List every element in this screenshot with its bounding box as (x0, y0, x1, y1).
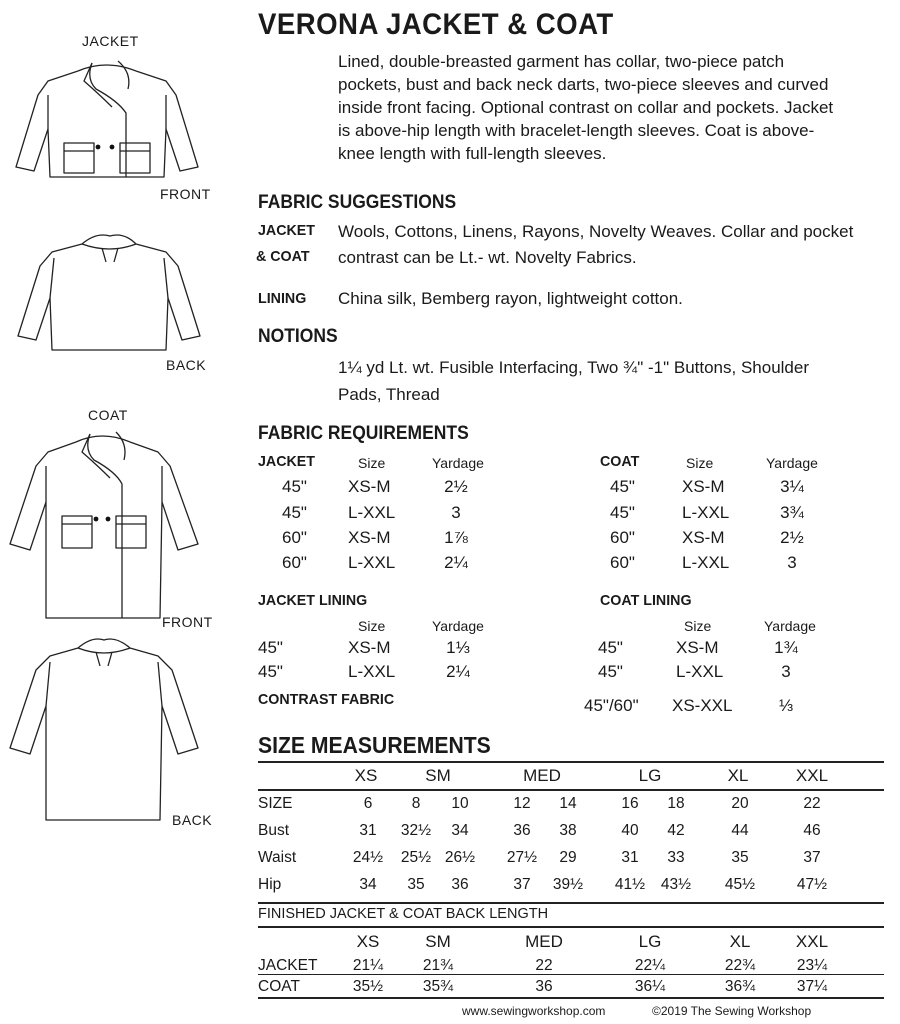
yardage-column-header: Yardage (764, 618, 816, 634)
notions-heading: NOTIONS (258, 326, 338, 347)
table-cell: 26½ (444, 849, 476, 866)
notions-text: 1¼ yd Lt. wt. Fusible Interfacing, Two ¾" -1" Buttons, Shoulder (338, 358, 810, 377)
table-cell: 45" (282, 477, 307, 496)
size-group-header: XXL (795, 766, 829, 785)
row-label: Waist (258, 849, 297, 866)
table-cell: 3¼ (780, 477, 804, 496)
size-group-header: LG (638, 932, 662, 951)
table-cell: 25½ (400, 849, 432, 866)
table-cell: 60" (610, 553, 635, 572)
table-cell: XS-M (682, 528, 725, 547)
footer-copyright: ©2019 The Sewing Workshop (652, 1004, 812, 1018)
table-cell: L-XXL (348, 503, 396, 522)
table-cell: 22¾ (724, 957, 756, 974)
table-cell: XS-M (348, 528, 391, 547)
table-cell: 2¼ (446, 662, 470, 681)
table-cell: XS-M (348, 638, 391, 657)
table-cell: 45" (258, 638, 283, 657)
table-cell: 23¼ (796, 957, 828, 974)
table-cell: 21¼ (352, 957, 384, 974)
table-cell: 36 (535, 978, 553, 995)
table-cell: 45" (598, 638, 623, 657)
table-cell: 3 (451, 503, 461, 522)
jacket-coat-fabric-text: Wools, Cottons, Linens, Rayons, Novelty Weaves. Collar and pocket (338, 222, 854, 241)
table-cell: 33 (667, 849, 685, 866)
page-title: VERONA JACKET & COAT (258, 8, 614, 41)
notions-text: Pads, Thread (338, 385, 440, 404)
table-cell: 34 (359, 876, 377, 893)
size-group-header: XL (727, 766, 749, 785)
table-cell: 18 (667, 795, 685, 812)
size-column-header: Size (358, 455, 386, 471)
size-group-header: SM (425, 932, 451, 951)
table-cell: L-XXL (348, 553, 396, 572)
row-label: SIZE (258, 795, 293, 812)
jacket-front-illustration (8, 55, 208, 185)
table-cell: 60" (282, 553, 307, 572)
description-line: is above-hip length with bracelet-length sleeves. Coat is above- (338, 121, 815, 140)
size-group-header: MED (525, 932, 563, 951)
table-cell: 27½ (506, 849, 538, 866)
table-cell: 36¾ (724, 978, 756, 995)
size-group-header: SM (425, 766, 451, 785)
table-cell: 3¾ (780, 503, 804, 522)
jacket-requirements-label: JACKET (258, 453, 316, 470)
size-measurements-heading: SIZE MEASUREMENTS (258, 732, 491, 758)
jacket-back-label: BACK (166, 357, 207, 373)
table-cell: 42 (667, 822, 685, 839)
table-cell: XS-XXL (672, 696, 733, 715)
table-divider (258, 997, 884, 999)
table-cell: 32½ (400, 822, 432, 839)
table-cell: 35½ (352, 978, 384, 995)
description (338, 50, 888, 165)
table-cell: 38 (559, 822, 577, 839)
table-cell: 16 (621, 795, 639, 812)
jacket-coat-fabric-text: contrast can be Lt.- wt. Novelty Fabrics. (338, 248, 637, 267)
table-cell: 21¾ (422, 957, 454, 974)
size-group-header: XXL (795, 932, 829, 951)
table-cell: 20 (731, 795, 749, 812)
table-cell: ⅓ (778, 696, 794, 715)
size-column-header: Size (358, 618, 386, 634)
row-label: Hip (258, 876, 282, 893)
size-group-header: XS (356, 932, 380, 951)
table-cell: 45" (282, 503, 307, 522)
table-divider (258, 926, 884, 928)
table-cell: XS-M (682, 477, 725, 496)
table-cell: 10 (451, 795, 469, 812)
contrast-fabric-label: CONTRAST FABRIC (258, 691, 395, 708)
coat-lining-label: COAT LINING (600, 592, 692, 609)
footer-website: www.sewingworkshop.com (462, 1004, 606, 1018)
fabric-requirements-heading: FABRIC REQUIREMENTS (258, 423, 469, 444)
table-cell: 29 (559, 849, 577, 866)
table-cell: 37¼ (796, 978, 828, 995)
description-line: knee length with full-length sleeves. (338, 144, 607, 163)
coat-front-illustration (4, 426, 204, 622)
table-cell: 8 (411, 795, 421, 812)
table-cell: 60" (610, 528, 635, 547)
table-cell: 36¼ (634, 978, 666, 995)
row-label: COAT (258, 978, 300, 995)
table-cell: 43½ (660, 876, 692, 893)
table-cell: 37 (513, 876, 531, 893)
table-divider (258, 789, 884, 791)
table-divider (258, 761, 884, 763)
table-cell: XS-M (348, 477, 391, 496)
fabric-suggestions-heading: FABRIC SUGGESTIONS (258, 192, 457, 213)
table-cell: 35¾ (422, 978, 454, 995)
jacket-back-illustration (10, 228, 210, 356)
lining-fabric-text: China silk, Bemberg rayon, lightweight cotton. (338, 289, 683, 308)
table-cell: 47½ (796, 876, 828, 893)
description-line: inside front facing. Optional contrast on collar and pockets. Jacket (338, 98, 834, 117)
table-cell: 2½ (444, 477, 468, 496)
table-cell: 36 (451, 876, 469, 893)
coat-back-label: BACK (172, 812, 213, 828)
table-cell: 31 (359, 822, 377, 839)
table-cell: 1¾ (774, 638, 798, 657)
description-line: Lined, double-breasted garment has collar, two-piece patch (338, 52, 785, 71)
coat-requirements-label: COAT (600, 453, 640, 470)
table-cell: L-XXL (348, 662, 396, 681)
table-cell: 22¼ (634, 957, 666, 974)
table-cell: 3 (781, 662, 791, 681)
table-cell: L-XXL (676, 662, 724, 681)
coat-back-illustration (4, 632, 204, 828)
table-cell: 2¼ (444, 553, 468, 572)
table-cell: L-XXL (682, 503, 730, 522)
description-line: pockets, bust and back neck darts, two-piece sleeves and curved (338, 75, 829, 94)
size-group-header: XS (354, 766, 378, 785)
coat-label: COAT (88, 407, 128, 423)
table-cell: 37 (803, 849, 821, 866)
table-cell: 1⅓ (446, 638, 470, 657)
table-cell: 2½ (780, 528, 804, 547)
table-cell: 14 (559, 795, 577, 812)
table-cell: 22 (535, 957, 553, 974)
table-cell: 45" (258, 662, 283, 681)
yardage-column-header: Yardage (432, 455, 484, 471)
table-cell: 6 (363, 795, 373, 812)
row-label: JACKET (258, 957, 318, 974)
size-group-header: LG (638, 766, 662, 785)
table-cell: 44 (731, 822, 749, 839)
jacket-coat-label: JACKET (258, 222, 316, 239)
size-column-header: Size (684, 618, 712, 634)
lining-label: LINING (258, 290, 307, 307)
row-label: Bust (258, 822, 290, 839)
table-cell: 35 (407, 876, 425, 893)
table-cell: 40 (621, 822, 639, 839)
table-cell: XS-M (676, 638, 719, 657)
table-cell: 3 (787, 553, 797, 572)
table-cell: 35 (731, 849, 749, 866)
table-cell: 41½ (614, 876, 646, 893)
coat-front-label: FRONT (162, 614, 213, 630)
size-group-header: MED (523, 766, 561, 785)
table-cell: 46 (803, 822, 821, 839)
table-cell: 45" (610, 503, 635, 522)
table-divider (258, 974, 884, 975)
table-cell: 45½ (724, 876, 756, 893)
jacket-label: JACKET (82, 33, 139, 49)
yardage-column-header: Yardage (432, 618, 484, 634)
table-cell: 22 (803, 795, 821, 812)
table-cell: 24½ (352, 849, 384, 866)
table-cell: 60" (282, 528, 307, 547)
size-column-header: Size (686, 455, 714, 471)
table-cell: 36 (513, 822, 531, 839)
yardage-column-header: Yardage (766, 455, 818, 471)
table-cell: L-XXL (682, 553, 730, 572)
table-cell: 45" (610, 477, 635, 496)
jacket-lining-label: JACKET LINING (258, 592, 368, 609)
table-cell: 45"/60" (584, 696, 639, 715)
table-cell: 39½ (552, 876, 584, 893)
table-cell: 12 (513, 795, 531, 812)
finished-length-heading: FINISHED JACKET & COAT BACK LENGTH (258, 906, 549, 922)
table-cell: 31 (621, 849, 639, 866)
table-cell: 1⅞ (444, 528, 468, 547)
table-divider (258, 902, 884, 904)
table-cell: 45" (598, 662, 623, 681)
jacket-coat-label: & COAT (256, 248, 310, 265)
jacket-front-label: FRONT (160, 186, 211, 202)
size-group-header: XL (729, 932, 751, 951)
table-cell: 34 (451, 822, 469, 839)
